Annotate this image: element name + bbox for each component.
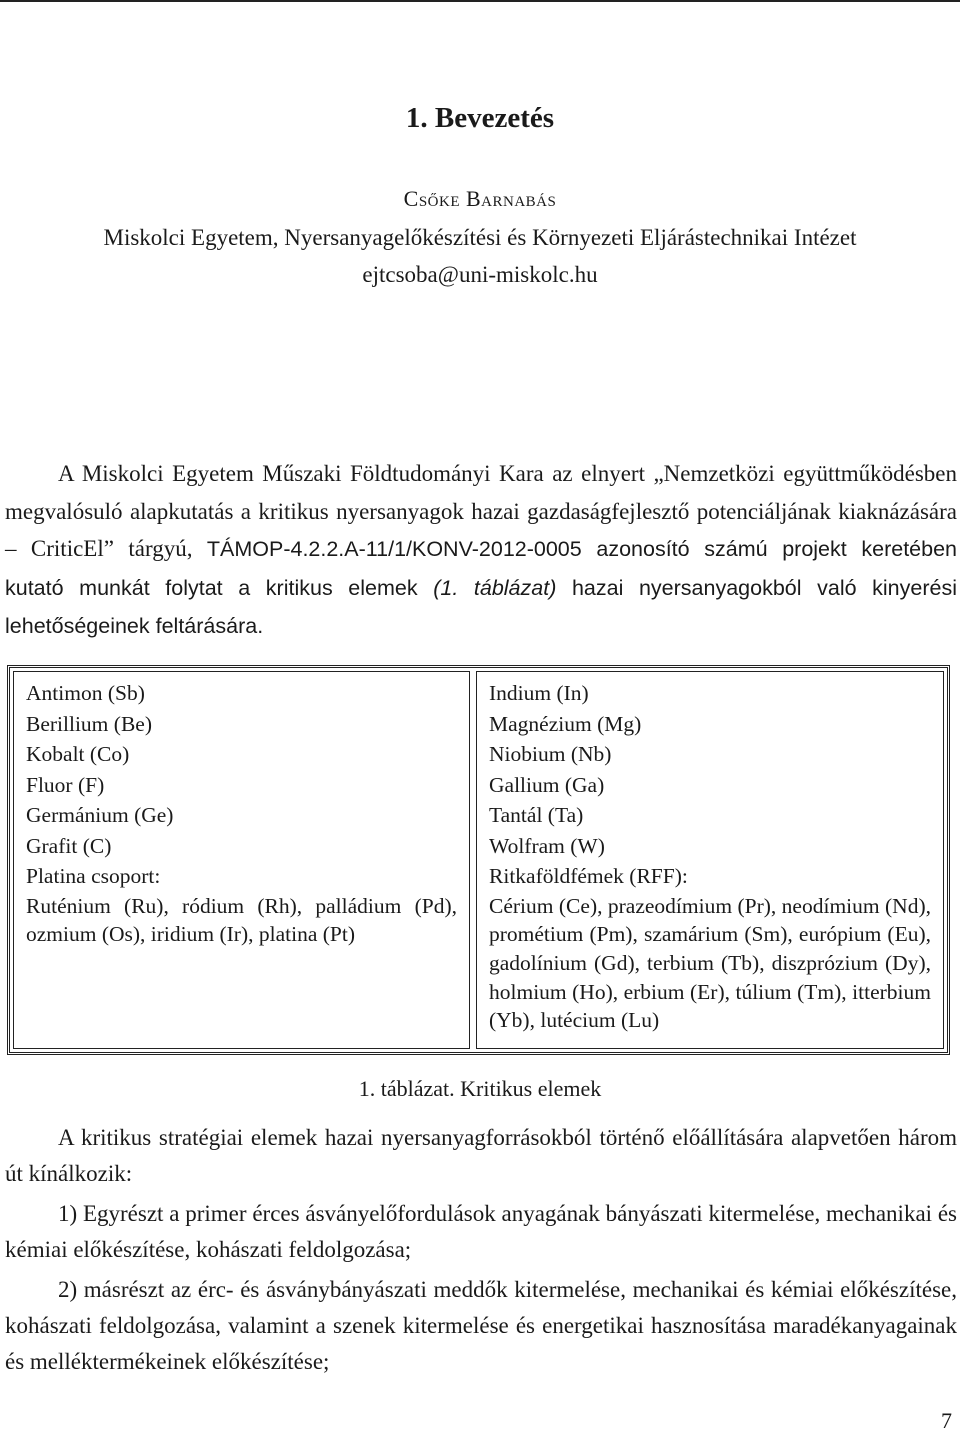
critical-elements-table [7,665,950,1055]
page-number: 7 [941,1408,952,1433]
element-item: Fluor (F) [26,772,105,797]
body-paragraph-2: 1) Egyrészt a primer érces ásványelőfordulások anyagának bányászati kitermelése, mechanikai és kémiai előkészítése, kohászati feldolgozása; [5,1201,957,1262]
element-group-list: Ruténium (Ru), ródium (Rh), palládium (Pd), ozmium (Os), iridium (Ir), platina (Pt) [26,893,457,947]
body-paragraph-1: A kritikus stratégiai elemek hazai nyersanyagforrásokból történő előállítására alapvetően három út kínálkozik: [5,1125,957,1186]
element-item: Indium (In) [489,681,589,705]
intro-paragraph [5,455,957,646]
element-item: Germánium (Ge) [26,803,174,827]
element-item: Gallium (Ga) [489,772,605,797]
table-reference[interactable]: (1. táblázat) [433,575,557,600]
element-item: Niobium (Nb) [489,742,612,766]
top-rule [0,0,960,2]
affiliation: Miskolci Egyetem, Nyersanyagelőkészítési és Környezeti Eljárástechnikai Intézet [103,225,857,250]
body-paragraph-3: 2) másrészt az érc- és ásványbányászati meddők kitermelése, mechanikai és kémiai előkészítése, kohászati feldolgozása, valamint a szenek kitermelése és energetikai hasznosítása maradékanyagainak és melléktermékeinek előkészítése; [5,1277,957,1374]
element-item: Kobalt (Co) [26,742,130,766]
table-cell-left [13,671,470,1049]
intro-text-3: hazai nyersanyagokból való kinyerési lehetőségeinek feltárására. [5,575,957,638]
element-item: Tantál (Ta) [489,803,584,827]
element-group-list: Cérium (Ce), prazeodímium (Pr), neodímium (Nd), prométium (Pm), szamárium (Sm), európium (Eu), gadolínium (Gd), terbium (Tb), diszprózium (Dy), holmium (Ho), erbium (Er), túlium (Tm), itterbium (Yb), lutécium (Lu) [489,893,931,1033]
intro-text-1: A Miskolci Egyetem Műszaki Földtudományi Kara az elnyert „Nemzetközi együttműködésben megvalósuló alapkutatás a kritikus nyersanyagok hazai gazdaságfejlesztő potenciáljának kiaknázására – CriticEl” tárgyú, [5,461,957,561]
table-caption: 1. táblázat. Kritikus elemek [358,1076,602,1101]
author-email[interactable]: ejtcsoba@uni-miskolc.hu [362,262,598,287]
chapter-title: 1. Bevezetés [405,102,555,134]
author-name: Csőke Barnabás [403,186,557,211]
element-item: Wolfram (W) [489,833,605,858]
element-item: Antimon (Sb) [26,681,145,705]
element-item: Berillium (Be) [26,711,152,736]
intro-text-2: TÁMOP-4.2.2.A-11/1/KONV-2012-0005 azonosító számú projekt keretében kutató munkát folytat a kritikus elemek [5,537,957,600]
element-item: Grafit (C) [26,833,112,858]
element-group-heading: Ritkaföldfémek (RFF): [489,864,688,888]
element-group-heading: Platina csoport: [26,864,161,888]
table-cell-right [476,671,944,1049]
element-item: Magnézium (Mg) [489,711,642,736]
